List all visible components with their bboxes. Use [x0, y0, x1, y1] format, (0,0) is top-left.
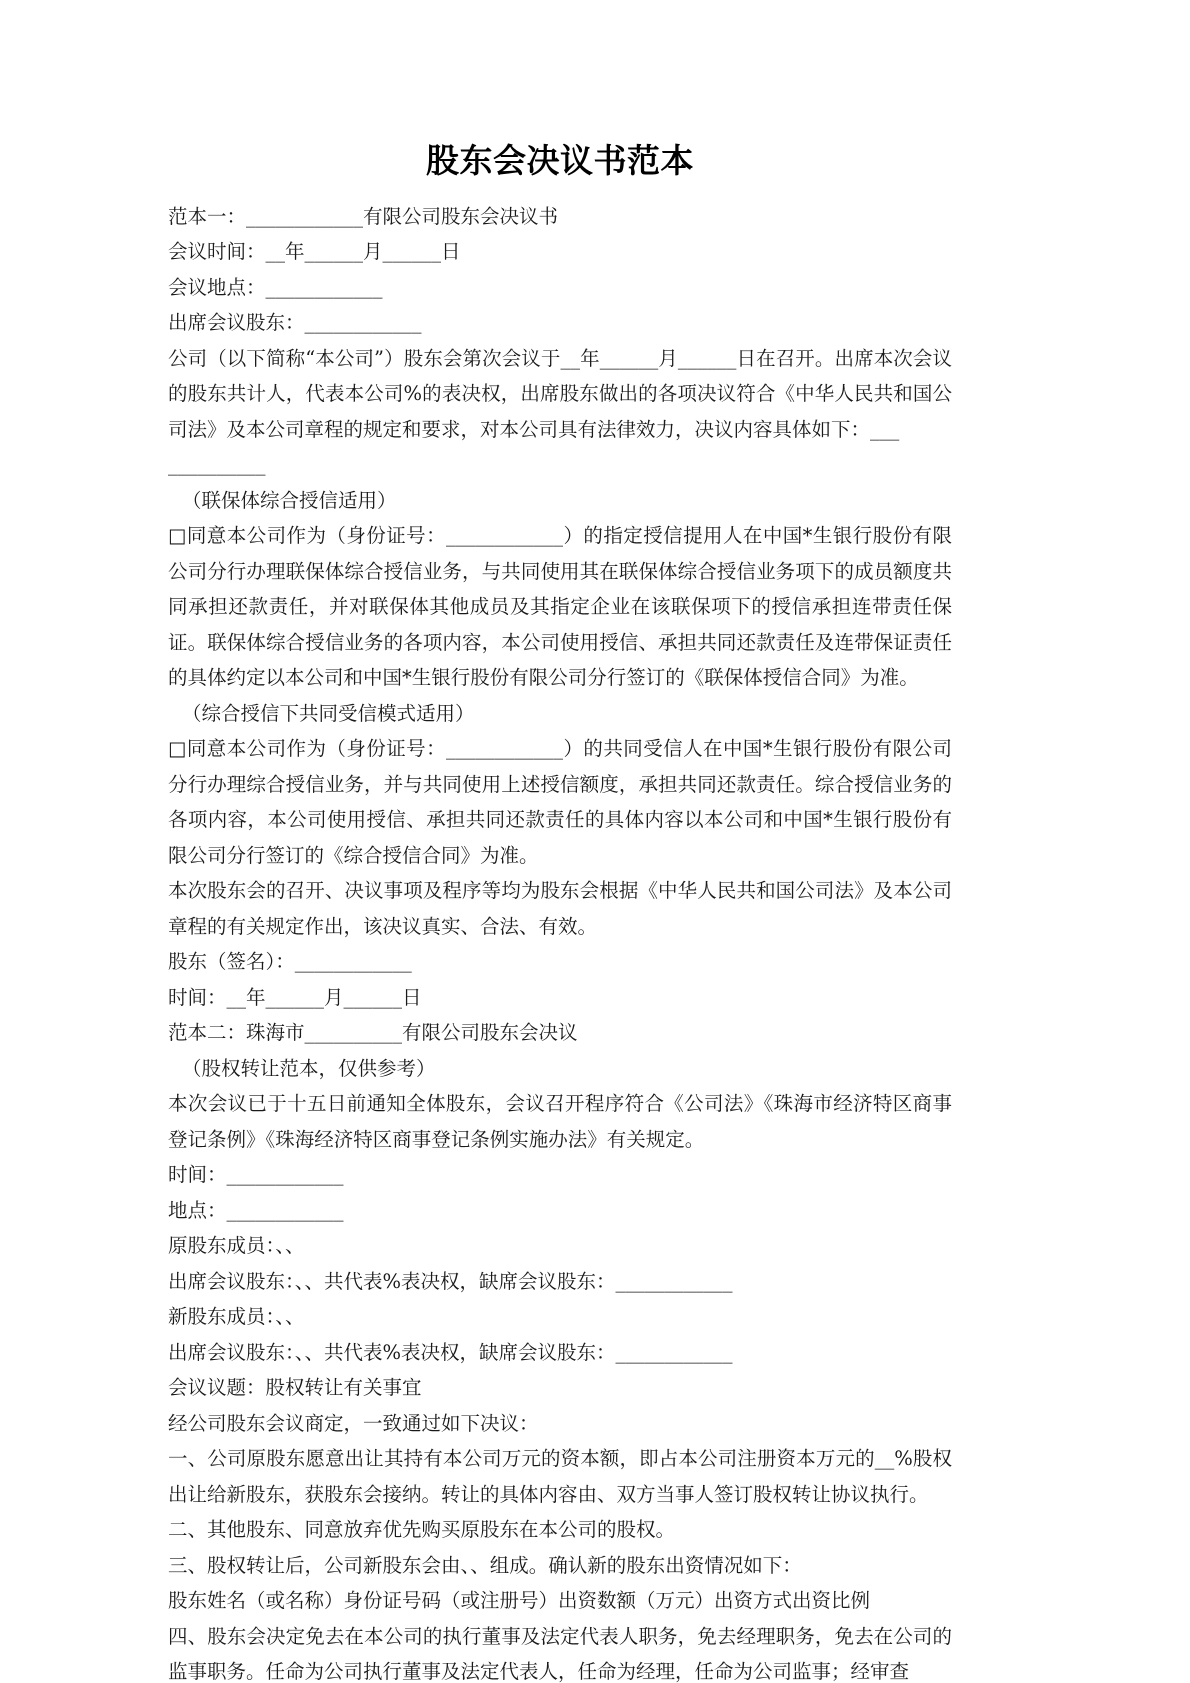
original-attending-line: 出席会议股东：、、共代表%表决权，缺席会议股东：____________ [168, 1269, 733, 1293]
contribution-table-header: 股东姓名（或名称）身份证号码（或注册号）出资数额（万元）出资方式出资比例 [168, 1589, 871, 1613]
signature-date-line: 时间：__年______月______日 [168, 985, 422, 1009]
attending-shareholders-line: 出席会议股东：____________ [168, 311, 422, 335]
agenda-line: 会议议题：股权转让有关事宜 [168, 1376, 422, 1400]
clause-two-label: （综合授信下共同受信模式适用） [182, 701, 475, 725]
resolution-intro: 经公司股东会议商定，一致通过如下决议： [168, 1411, 539, 1435]
opening-paragraph: 公司（以下简称“本公司”）股东会第次会议于__年______月______日在召开。出席本次会议的股东共计人，代表本公司%的表决权，出席股东做出的各项决议符合《中华人民共和国公司法》及本公司章程的规定和要求，对本公司具有法律效力，决议内容具体如下：___ [168, 346, 952, 441]
resolution-item-one: 一、公司原股东愿意出让其持有本公司万元的资本额，即占本公司注册资本万元的__%股权出让给新股东，获股东会接纳。转让的具体内容由、双方当事人签订股权转让协议执行。 [168, 1447, 952, 1506]
document-body [168, 140, 952, 1683]
new-attending-line: 出席会议股东：、、共代表%表决权，缺席会议股东：____________ [168, 1340, 733, 1364]
trailing-blank-underline: __________ [168, 453, 266, 477]
sample-one-heading: 范本一：____________有限公司股东会决议书 [168, 204, 559, 228]
meeting-place-line: 会议地点：____________ [168, 275, 383, 299]
validity-paragraph: 本次股东会的召开、决议事项及程序等均为股东会根据《中华人民共和国公司法》及本公司章程的有关规定作出，该决议真实、合法、有效。 [168, 879, 952, 938]
original-members-line: 原股东成员：、、 [168, 1234, 305, 1258]
clause-one-body: □同意本公司作为（身份证号：____________）的指定授信提用人在中国*生银行股份有限公司分行办理联保体综合授信业务，与共同使用其在联保体综合授信业务项下的成员额度共同承担还款责任，并对联保体其他成员及其指定企业在该联保项下的授信承担连带责任保证。联保体综合授信业务的各项内容，本公司使用授信、承担共同还款责任及连带保证责任的具体约定以本公司和中国*生银行股份有限公司分行签订的《联保体授信合同》为准。 [168, 524, 952, 690]
meeting-time-line: 会议时间：__年______月______日 [168, 240, 461, 264]
sample-two-heading: 范本二：珠海市__________有限公司股东会决议 [168, 1021, 578, 1045]
shareholder-signature-line: 股东（签名）：____________ [168, 950, 412, 974]
sample-two-place-line: 地点：____________ [168, 1198, 344, 1222]
notice-paragraph: 本次会议已于十五日前通知全体股东，会议召开程序符合《公司法》《珠海市经济特区商事登记条例》《珠海经济特区商事登记条例实施办法》有关规定。 [168, 1092, 952, 1151]
resolution-item-three: 三、股权转让后，公司新股东会由、、组成。确认新的股东出资情况如下： [168, 1553, 802, 1577]
page-title: 股东会决议书范本 [426, 141, 694, 180]
sample-two-subtitle: （股权转让范本，仅供参考） [182, 1056, 436, 1080]
resolution-item-two: 二、其他股东、同意放弃优先购买原股东在本公司的股权。 [168, 1518, 676, 1542]
sample-two-time-line: 时间：____________ [168, 1163, 344, 1187]
clause-one-label: （联保体综合授信适用） [182, 488, 397, 512]
resolution-item-four: 四、股东会决定免去在本公司的执行董事及法定代表人职务，免去经理职务，免去在公司的监事职务。任命为公司执行董事及法定代表人，任命为经理，任命为公司监事；经审查 [168, 1624, 952, 1683]
clause-two-body: □同意本公司作为（身份证号：____________）的共同受信人在中国*生银行股份有限公司分行办理综合授信业务，并与共同使用上述授信额度，承担共同还款责任。综合授信业务的各项内容，本公司使用授信、承担共同还款责任的具体内容以本公司和中国*生银行股份有限公司分行签订的《综合授信合同》为准。 [168, 737, 952, 867]
new-members-line: 新股东成员：、、 [168, 1305, 305, 1329]
